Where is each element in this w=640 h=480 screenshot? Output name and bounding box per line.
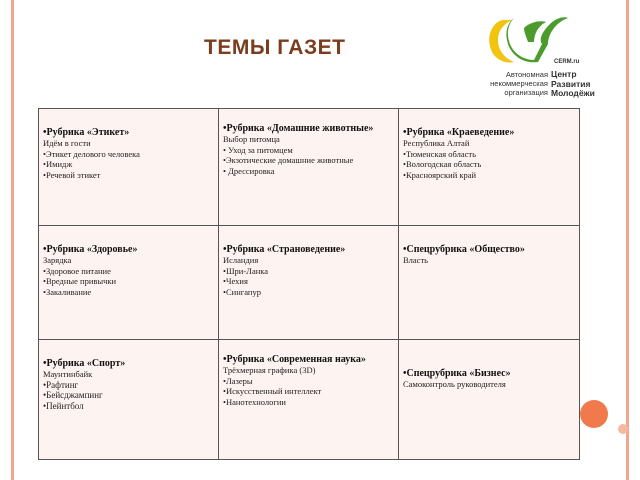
logo-cerm-text: CERM.ru	[554, 59, 580, 65]
logo-center-text: Центр Развития Молодёжи	[551, 69, 595, 98]
cerm-logo	[484, 14, 614, 104]
table-cell-local-history: •Рубрика «Краеведение» Республика Алтай •Тюменская область •Вологодская область •Красноярский край	[399, 109, 579, 226]
table-cell-society: •Спецрубрика «Общество» Власть	[399, 226, 579, 340]
decorative-circle-large	[580, 400, 608, 428]
table-cell-health: •Рубрика «Здоровье» Зарядка •Здоровое питание •Вредные привычки •Закаливание	[39, 226, 219, 340]
table-cell-pets: •Рубрика «Домашние животные» Выбор питомца • Уход за питомцем •Экзотические домашние животные • Дрессировка	[219, 109, 399, 226]
table-cell-sport: •Рубрика «Спорт» Маунтинбайк •Рафтинг •Бейсджампинг •Пейнтбол	[39, 340, 219, 459]
table-cell-country-studies: •Рубрика «Страноведение» Исландия •Шри-Ланка •Чехия •Сингапур	[219, 226, 399, 340]
logo-org-text: Автономная некоммерческая организация	[490, 70, 548, 97]
left-frame-line	[11, 0, 14, 480]
slide-title: ТЕМЫ ГАЗЕТ	[204, 36, 346, 59]
table-cell-modern-science: •Рубрика «Современная наука» Трёхмерная графика (3D) •Лазеры •Искусственный интеллект •Нанотехнологии	[219, 340, 399, 459]
table-cell-etiquette: •Рубрика «Этикет» Идём в гости •Этикет делового человека •Имидж •Речевой этикет	[39, 109, 219, 226]
decorative-circle-small	[618, 424, 628, 434]
topics-table	[38, 108, 580, 460]
table-cell-business: •Спецрубрика «Бизнес» Самоконтроль руководителя	[403, 368, 511, 389]
right-frame-line	[626, 0, 629, 480]
cerm-logo-icon	[484, 14, 614, 74]
